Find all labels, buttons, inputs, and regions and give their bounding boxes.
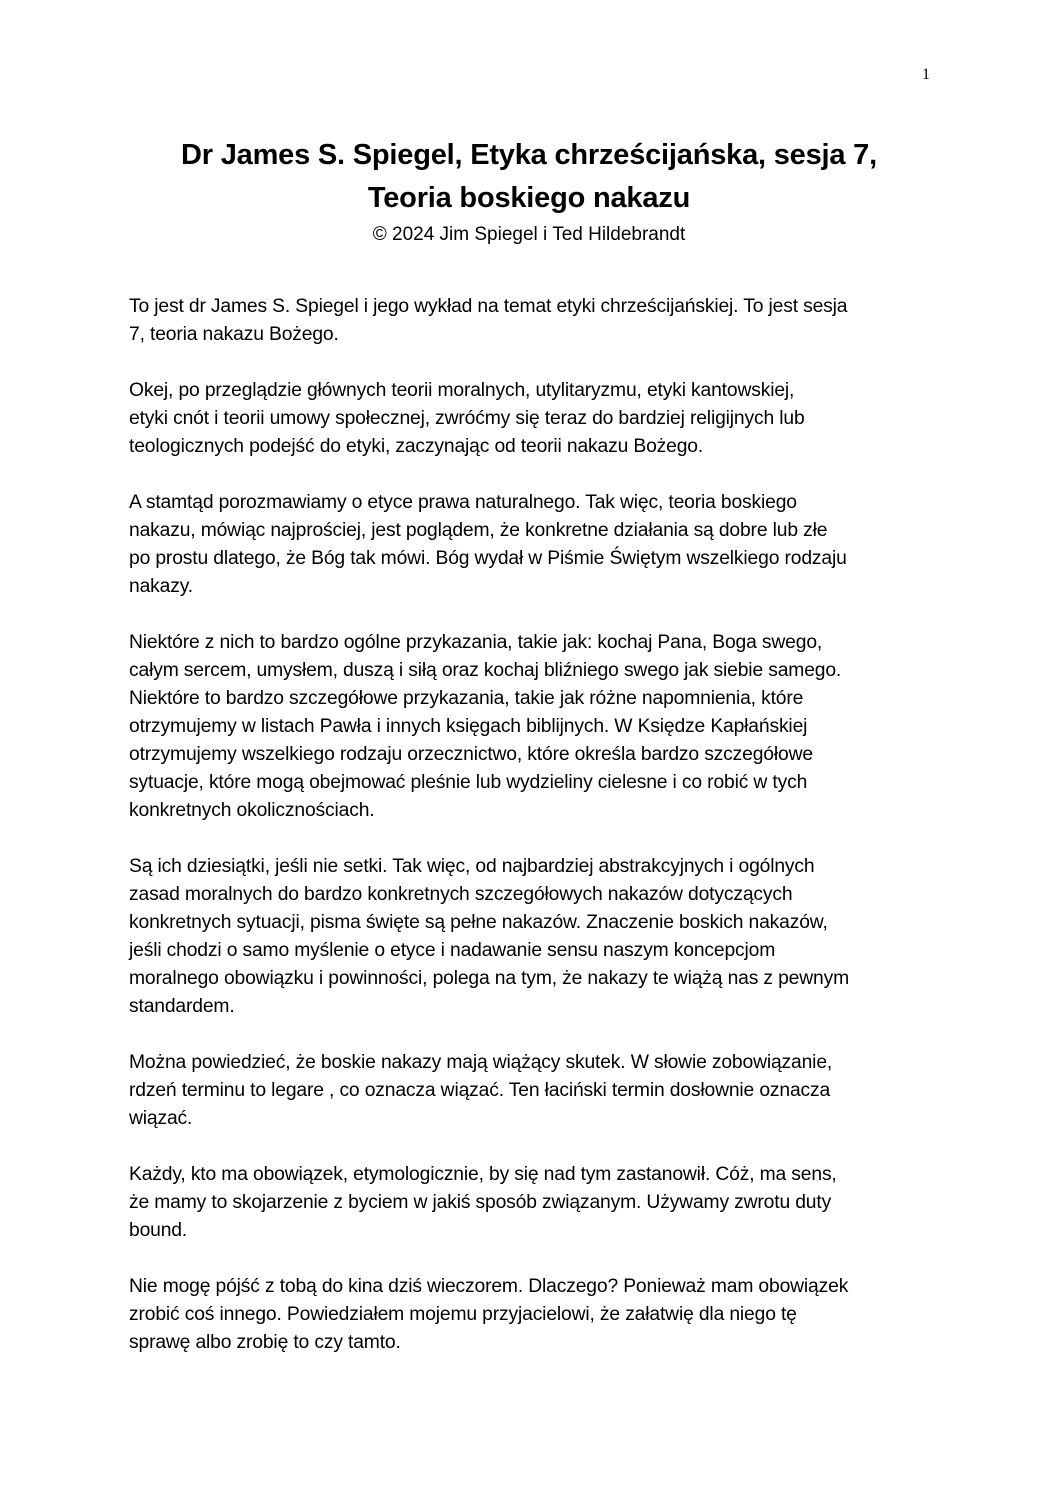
paragraph-line: zrobić coś innego. Powiedziałem mojemu przyjacielowi, że załatwię dla niego tę bbox=[129, 1304, 797, 1325]
paragraph-line: że mamy to skojarzenie z byciem w jakiś sposób związanym. Używamy zwrotu duty bbox=[129, 1192, 832, 1213]
paragraph bbox=[129, 853, 935, 1021]
paragraph-line: bound. bbox=[129, 1220, 188, 1241]
paragraph-line: rdzeń terminu to legare , co oznacza wiązać. Ten łaciński termin dosłownie oznacza bbox=[129, 1080, 831, 1101]
title-line-1: Dr James S. Spiegel, Etyka chrześcijańska, sesja 7, bbox=[181, 139, 877, 171]
paragraph-line: Nie mogę pójść z tobą do kina dziś wieczorem. Dlaczego? Ponieważ mam obowiązek bbox=[129, 1276, 849, 1297]
paragraph bbox=[129, 377, 935, 461]
paragraph-line: nakazy. bbox=[129, 576, 193, 597]
paragraph-line: Każdy, kto ma obowiązek, etymologicznie, by się nad tym zastanowił. Cóż, ma sens, bbox=[129, 1164, 837, 1185]
paragraph-line: jeśli chodzi o samo myślenie o etyce i nadawanie sensu naszym koncepcjom bbox=[129, 940, 776, 961]
paragraph bbox=[129, 629, 935, 825]
paragraph bbox=[129, 293, 935, 349]
paragraph-line: Okej, po przeglądzie głównych teorii moralnych, utylitaryzmu, etyki kantowskiej, bbox=[129, 380, 795, 401]
paragraph-line: nakazu, mówiąc najprościej, jest poglądem, że konkretne działania są dobre lub złe bbox=[129, 520, 828, 541]
document-body bbox=[129, 293, 935, 1385]
paragraph-line: całym sercem, umysłem, duszą i siłą oraz kochaj bliźniego swego jak siebie samego. bbox=[129, 660, 842, 681]
paragraph-line: otrzymujemy wszelkiego rodzaju orzecznictwo, które określa bardzo szczegółowe bbox=[129, 744, 813, 765]
title-line-2: Teoria boskiego nakazu bbox=[367, 182, 691, 214]
paragraph-line: standardem. bbox=[129, 996, 235, 1017]
paragraph-line: otrzymujemy w listach Pawła i innych księgach biblijnych. W Księdze Kapłańskiej bbox=[129, 716, 808, 737]
paragraph-line: po prostu dlatego, że Bóg tak mówi. Bóg wydał w Piśmie Świętym wszelkiego rodzaju bbox=[129, 548, 847, 569]
page-number: 1 bbox=[922, 66, 930, 83]
paragraph-line: sprawę albo zrobię to czy tamto. bbox=[129, 1332, 401, 1353]
copyright-notice: © 2024 Jim Spiegel i Ted Hildebrandt bbox=[372, 224, 686, 245]
paragraph-line: moralnego obowiązku i powinności, polega na tym, że nakazy te wiążą nas z pewnym bbox=[129, 968, 850, 989]
paragraph bbox=[129, 1273, 935, 1357]
paragraph bbox=[129, 1161, 935, 1245]
paragraph-line: teologicznych podejść do etyki, zaczynając od teorii nakazu Bożego. bbox=[129, 436, 704, 457]
paragraph-line: etyki cnót i teorii umowy społecznej, zwróćmy się teraz do bardziej religijnych lub bbox=[129, 408, 805, 429]
paragraph-line: To jest dr James S. Spiegel i jego wykład na temat etyki chrześcijańskiej. To jest sesja bbox=[129, 296, 848, 317]
paragraph-line: wiązać. bbox=[129, 1108, 193, 1129]
paragraph-line: Można powiedzieć, że boskie nakazy mają wiążący skutek. W słowie zobowiązanie, bbox=[129, 1052, 833, 1073]
paragraph-line: konkretnych okolicznościach. bbox=[129, 800, 375, 821]
paragraph-line: A stamtąd porozmawiamy o etyce prawa naturalnego. Tak więc, teoria boskiego bbox=[129, 492, 797, 513]
paragraph-line: Niektóre z nich to bardzo ogólne przykazania, takie jak: kochaj Pana, Boga swego, bbox=[129, 632, 823, 653]
document-title bbox=[100, 134, 958, 220]
paragraph-line: konkretnych sytuacji, pisma święte są pełne nakazów. Znaczenie boskich nakazów, bbox=[129, 912, 828, 933]
paragraph-line: 7, teoria nakazu Bożego. bbox=[129, 324, 339, 345]
paragraph-line: Niektóre to bardzo szczegółowe przykazania, takie jak różne napomnienia, które bbox=[129, 688, 804, 709]
paragraph bbox=[129, 489, 935, 601]
paragraph-line: sytuacje, które mogą obejmować pleśnie lub wydzieliny cielesne i co robić w tych bbox=[129, 772, 808, 793]
paragraph bbox=[129, 1049, 935, 1133]
paragraph-line: Są ich dziesiątki, jeśli nie setki. Tak więc, od najbardziej abstrakcyjnych i ogólnych bbox=[129, 856, 815, 877]
paragraph-line: zasad moralnych do bardzo konkretnych szczegółowych nakazów dotyczących bbox=[129, 884, 793, 905]
